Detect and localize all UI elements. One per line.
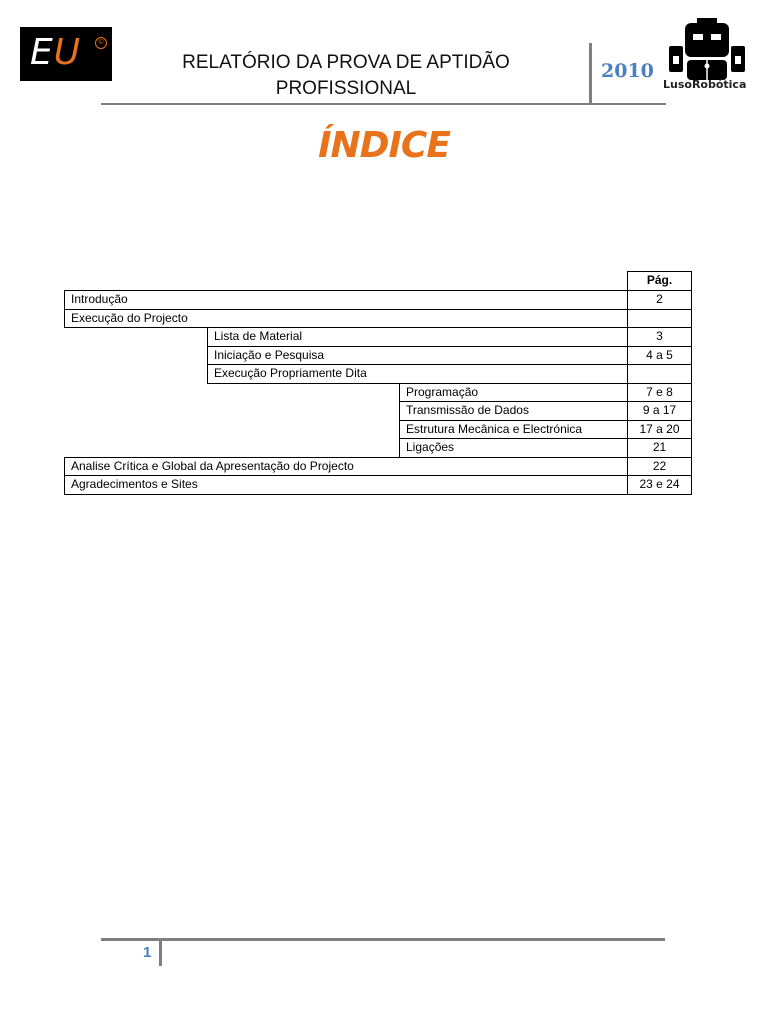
toc-entry-page: 22 [627,457,692,477]
robot-icon [667,18,747,80]
toc-entry-page: 7 e 8 [627,383,692,403]
toc-entry-label: Transmissão de Dados [399,401,628,421]
report-year: 2010 [601,60,654,82]
report-title-line2: PROFISSIONAL [275,78,417,99]
toc-entry-page [627,309,692,329]
footer-divider-horizontal [101,938,665,941]
copyright-icon: © [95,37,107,49]
toc-entry-label: Execução do Projecto [64,309,628,329]
toc-entry-label: Programação [399,383,628,403]
eu-logo [20,27,112,81]
toc-entry-page [627,364,692,384]
toc-entry-page: 3 [627,327,692,347]
toc-entry-page: 4 a 5 [627,346,692,366]
toc-entry-page: 17 a 20 [627,420,692,440]
toc-entry-page: 9 a 17 [627,401,692,421]
toc-entry-page: 23 e 24 [627,475,692,495]
header-divider-vertical [589,43,592,105]
page-number: 1 [143,944,152,961]
toc-entry-label: Lista de Material [207,327,628,347]
footer-divider-vertical [159,938,162,966]
report-title [150,50,542,102]
toc-entry-label: Introdução [64,290,628,310]
eu-logo-u: U [53,32,82,73]
toc-entry-page: 2 [627,290,692,310]
toc-entry-label: Analise Crítica e Global da Apresentação do Projecto [64,457,628,477]
eu-logo-e: E [30,32,54,73]
toc-entry-label: Agradecimentos e Sites [64,475,628,495]
index-title: ÍNDICE [318,125,450,166]
toc-entry-label: Estrutura Mecânica e Electrónica [399,420,628,440]
lusorobotica-label: LusoRobótica [663,78,747,91]
toc-entry-label: Iniciação e Pesquisa [207,346,628,366]
toc-entry-label: Execução Propriamente Dita [207,364,628,384]
header-divider-horizontal [101,103,666,105]
toc-page-header: Pág. [627,271,692,291]
toc-entry-label: Ligações [399,438,628,458]
toc-entry-page: 21 [627,438,692,458]
report-title-line1: RELATÓRIO DA PROVA DE APTIDÃO [182,52,510,73]
